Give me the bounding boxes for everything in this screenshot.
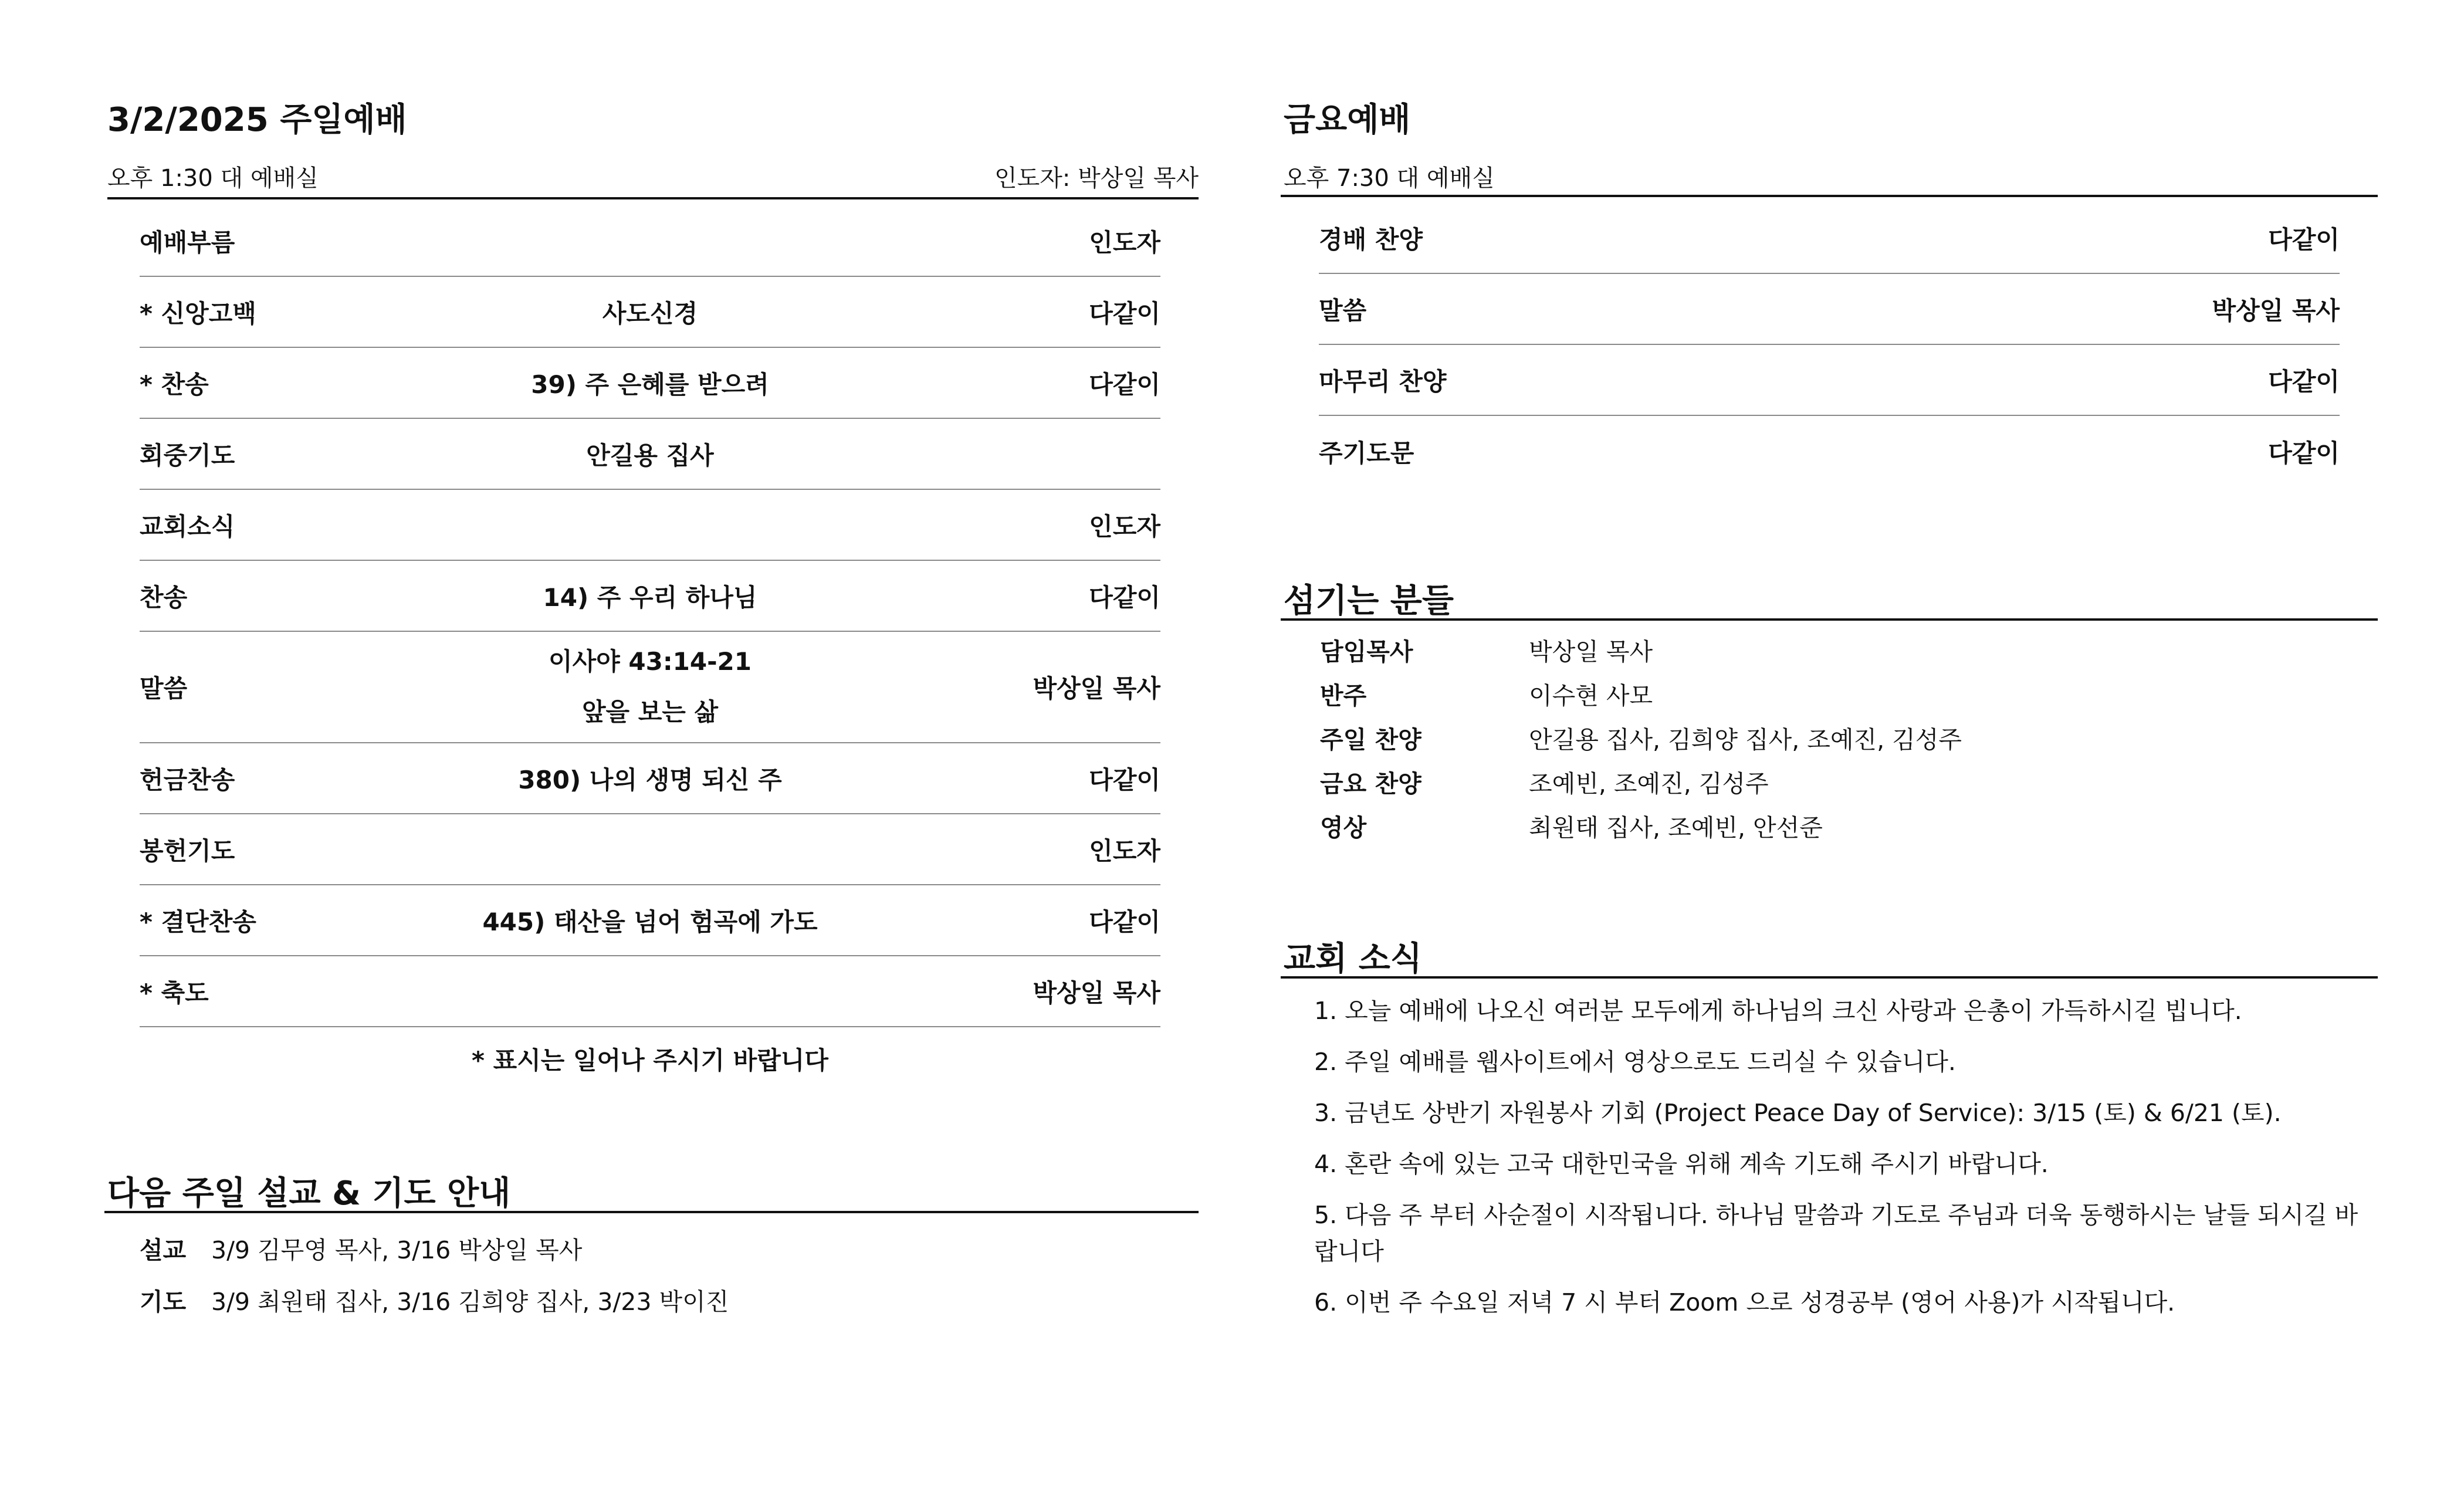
friday-item-name: 마무리 찬양 xyxy=(1319,367,1447,396)
order-name: * 찬송 xyxy=(140,370,209,399)
next-week-label: 설교 xyxy=(140,1236,187,1264)
order-name: 봉헌기도 xyxy=(140,836,235,865)
news-item: 3. 금년도 상반기 자원봉사 기회 (Project Peace Day of Service): 3/15 (토) & 6/21 (토). xyxy=(1314,1099,2282,1127)
servers-rule xyxy=(1281,618,2378,621)
next-week-item xyxy=(140,1231,1184,1282)
sunday-order-list xyxy=(140,206,1160,1027)
order-row xyxy=(140,885,1160,956)
order-name: * 신앙고백 xyxy=(140,299,256,328)
next-week-value: 3/9 최원태 집사, 3/16 김희양 집사, 3/23 박이진 xyxy=(211,1288,729,1316)
sunday-title: 3/2/2025 주일예배 xyxy=(107,101,407,139)
order-content xyxy=(549,637,752,737)
next-week-label: 기도 xyxy=(140,1288,187,1316)
order-row xyxy=(140,419,1160,490)
next-week-title: 다음 주일 설교 & 기도 안내 xyxy=(107,1175,511,1213)
friday-row xyxy=(1319,274,2340,345)
friday-item-by: 다같이 xyxy=(2268,367,2340,396)
order-name: 교회소식 xyxy=(140,512,235,541)
news-item: 2. 주일 예배를 웹사이트에서 영상으로도 드리실 수 있습니다. xyxy=(1314,1048,1956,1076)
friday-item-by: 다같이 xyxy=(2268,438,2340,468)
server-item xyxy=(1320,764,2364,808)
friday-title: 금요예배 xyxy=(1284,101,1411,139)
order-by: 다같이 xyxy=(1089,299,1160,328)
sermon-title: 앞을 보는 삶 xyxy=(581,698,719,726)
order-name: 헌금찬송 xyxy=(140,765,235,794)
server-item xyxy=(1320,676,2364,720)
server-role: 주일 찬양 xyxy=(1320,726,1421,754)
order-by: 박상일 목사 xyxy=(1033,978,1160,1007)
order-content: 14) 주 우리 하나님 xyxy=(543,583,757,612)
news-item: 5. 다음 주 부터 사순절이 시작됩니다. 하나님 말씀과 기도로 주님과 더욱 동행하시는 날들 되시길 바랍니다 xyxy=(1314,1201,2358,1265)
order-content: 안길용 집사 xyxy=(586,441,714,470)
order-row xyxy=(140,490,1160,561)
friday-header-rule xyxy=(1281,195,2378,197)
stand-note: * 표시는 일어나 주시기 바랍니다 xyxy=(472,1046,828,1075)
order-name: * 축도 xyxy=(140,978,209,1007)
order-by: 다같이 xyxy=(1089,583,1160,612)
order-row xyxy=(140,206,1160,277)
order-name: 예배부름 xyxy=(140,228,235,257)
order-content: 380) 나의 생명 되신 주 xyxy=(518,765,782,794)
order-by: 다같이 xyxy=(1089,907,1160,936)
server-item xyxy=(1320,632,2364,676)
sunday-leader: 인도자: 박상일 목사 xyxy=(994,165,1199,192)
next-week-value: 3/9 김무영 목사, 3/16 박상일 목사 xyxy=(211,1236,583,1264)
server-names: 안길용 집사, 김희양 집사, 조예진, 김성주 xyxy=(1529,726,1962,754)
friday-time-place: 오후 7:30 대 예배실 xyxy=(1284,165,1495,192)
news-list xyxy=(1314,993,2370,1335)
news-item: 1. 오늘 예배에 나오신 여러분 모두에게 하나님의 크신 사랑과 은총이 가득하시길 빕니다. xyxy=(1314,997,2242,1025)
order-name: 찬송 xyxy=(140,583,188,612)
news-title: 교회 소식 xyxy=(1284,940,1422,978)
order-row xyxy=(140,743,1160,814)
friday-item-name: 주기도문 xyxy=(1319,438,1414,468)
friday-order-list xyxy=(1319,203,2340,487)
server-role: 반주 xyxy=(1320,682,1367,710)
server-names: 조예빈, 조예진, 김성주 xyxy=(1529,770,1769,798)
servers-list xyxy=(1320,632,2364,852)
friday-item-name: 경배 찬양 xyxy=(1319,225,1423,254)
order-by: 인도자 xyxy=(1089,512,1160,541)
order-content: 445) 태산을 넘어 험곡에 가도 xyxy=(482,907,818,936)
friday-row xyxy=(1319,345,2340,416)
sunday-header-rule xyxy=(107,197,1199,199)
friday-item-by: 박상일 목사 xyxy=(2212,296,2340,325)
order-name: 회중기도 xyxy=(140,441,235,470)
server-item xyxy=(1320,808,2364,852)
next-week-item xyxy=(140,1282,1184,1326)
server-names: 박상일 목사 xyxy=(1529,638,1653,666)
friday-row xyxy=(1319,203,2340,274)
order-row xyxy=(140,277,1160,348)
server-names: 이수현 사모 xyxy=(1529,682,1653,710)
server-role: 금요 찬양 xyxy=(1320,770,1421,798)
server-names: 최원태 집사, 조예빈, 안선준 xyxy=(1529,814,1823,842)
order-row xyxy=(140,348,1160,419)
next-week-rule xyxy=(104,1211,1199,1213)
server-role: 담임목사 xyxy=(1320,638,1413,666)
news-item: 4. 혼란 속에 있는 고국 대한민국을 위해 계속 기도해 주시기 바랍니다. xyxy=(1314,1150,2049,1178)
next-week-list xyxy=(140,1231,1184,1326)
order-content: 사도신경 xyxy=(602,299,698,328)
order-by: 다같이 xyxy=(1089,765,1160,794)
order-row xyxy=(140,561,1160,632)
servers-title: 섬기는 분들 xyxy=(1284,582,1454,620)
order-row-sermon xyxy=(140,632,1160,743)
news-rule xyxy=(1281,976,2378,979)
order-row xyxy=(140,814,1160,885)
friday-item-by: 다같이 xyxy=(2268,225,2340,254)
sunday-time-place: 오후 1:30 대 예배실 xyxy=(107,165,319,192)
order-by: 다같이 xyxy=(1089,370,1160,399)
server-item xyxy=(1320,720,2364,764)
order-name: 말씀 xyxy=(140,674,188,703)
friday-row xyxy=(1319,416,2340,487)
server-role: 영상 xyxy=(1320,814,1367,842)
order-content: 39) 주 은혜를 받으려 xyxy=(531,370,769,399)
sermon-scripture: 이사야 43:14-21 xyxy=(549,647,752,676)
order-row xyxy=(140,956,1160,1027)
order-by: 인도자 xyxy=(1089,836,1160,865)
order-by: 박상일 목사 xyxy=(1033,674,1160,703)
news-item: 6. 이번 주 수요일 저녁 7 시 부터 Zoom 으로 성경공부 (영어 사용)가 시작됩니다. xyxy=(1314,1288,2175,1316)
order-name: * 결단찬송 xyxy=(140,907,256,936)
friday-item-name: 말씀 xyxy=(1319,296,1367,325)
order-by: 인도자 xyxy=(1089,228,1160,257)
